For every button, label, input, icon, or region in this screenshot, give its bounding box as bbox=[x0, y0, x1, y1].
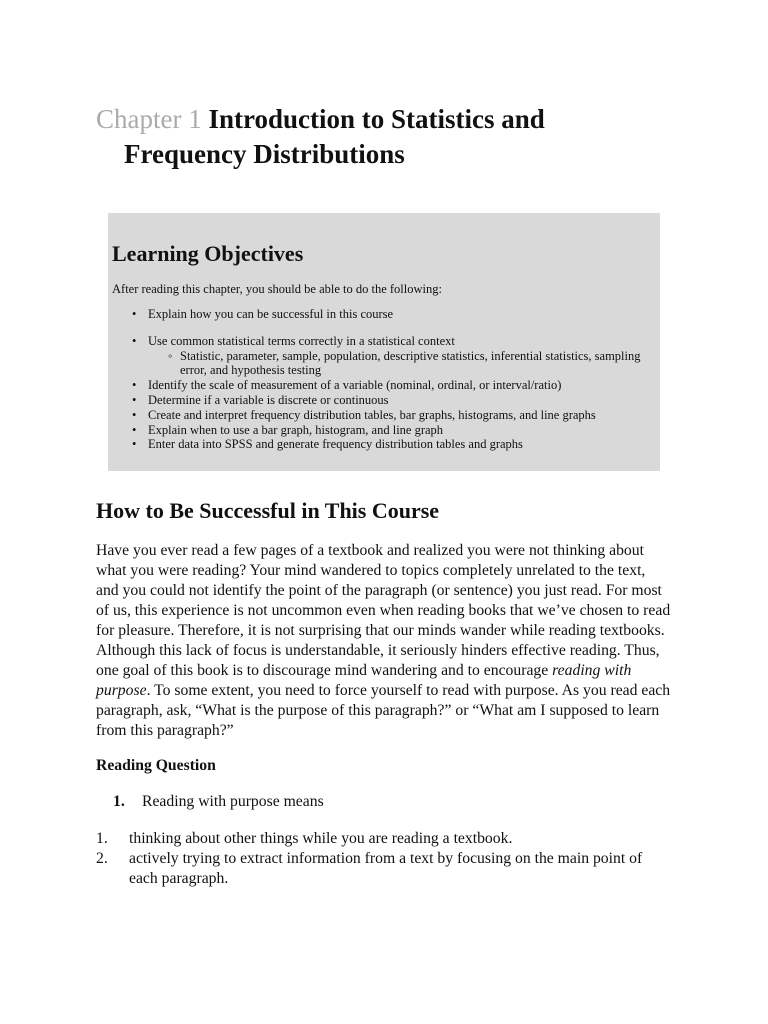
objective-item: • Explain when to use a bar graph, histogram, and line graph bbox=[132, 423, 656, 438]
objective-item-text: Use common statistical terms correctly in a statistical context bbox=[148, 333, 455, 348]
option-number: 1. bbox=[96, 830, 108, 847]
objective-subitem: ◦ Statistic, parameter, sample, population, descriptive statistics, inferential statistics, sampling error, and hypothesis testing bbox=[168, 349, 656, 379]
answer-options bbox=[96, 829, 671, 889]
objective-item: • Enter data into SPSS and generate frequency distribution tables and graphs bbox=[132, 437, 656, 452]
objective-item: • Determine if a variable is discrete or continuous bbox=[132, 393, 656, 408]
chapter-title bbox=[96, 102, 716, 172]
objectives-heading: Learning Objectives bbox=[112, 241, 304, 266]
objective-item bbox=[132, 334, 656, 378]
section-heading: How to Be Successful in This Course bbox=[96, 498, 440, 523]
objective-item: • Create and interpret frequency distribution tables, bar graphs, histograms, and line graphs bbox=[132, 408, 656, 423]
paragraph-text: Have you ever read a few pages of a textbook and realized you were not thinking about what you were reading? Your mind wandered to topics completely unrelated to the text, and you could not identify the point of the paragraph (or sentence) you just read. For most of us, this experience is not uncommon even when reading books that we’ve chosen to read for pleasure. Therefore, it is not surprising that our minds wander while reading textbooks. Although this lack of focus is understandable, it seriously hinders effective reading. Thus, one goal of this book is to discourage mind wandering and to encourage bbox=[96, 542, 671, 679]
objective-item: • Identify the scale of measurement of a variable (nominal, ordinal, or interval/ratio) bbox=[132, 378, 656, 393]
paragraph-emphasis: reading with purpose bbox=[96, 662, 632, 699]
reading-question-label: Reading Question bbox=[96, 757, 216, 774]
question-stem bbox=[113, 792, 324, 812]
objectives-sublist bbox=[148, 349, 656, 379]
question-text: Reading with purpose means bbox=[142, 793, 324, 810]
option-text: thinking about other things while you are reading a textbook. bbox=[129, 830, 513, 847]
objectives-list bbox=[112, 307, 656, 452]
answer-option bbox=[96, 849, 671, 889]
learning-objectives-box bbox=[108, 213, 660, 471]
chapter-title-line2: Frequency Distributions bbox=[124, 139, 405, 169]
body-paragraph bbox=[96, 541, 671, 741]
chapter-label: Chapter 1 bbox=[96, 104, 202, 134]
paragraph-text-end: . To some extent, you need to force yourself to read with purpose. As you read each paragraph, ask, “What is the purpose of this paragraph?” or “What am I supposed to learn from this paragraph?” bbox=[96, 682, 671, 739]
objective-item: • Explain how you can be successful in this course bbox=[132, 307, 656, 322]
chapter-title-line1: Introduction to Statistics and bbox=[208, 104, 545, 134]
question-number: 1. bbox=[113, 793, 125, 810]
option-text: actively trying to extract information from a text by focusing on the main point of each paragraph. bbox=[129, 850, 643, 887]
option-number: 2. bbox=[96, 850, 108, 867]
objectives-intro: After reading this chapter, you should be able to do the following: bbox=[112, 282, 442, 296]
answer-option bbox=[96, 829, 671, 849]
